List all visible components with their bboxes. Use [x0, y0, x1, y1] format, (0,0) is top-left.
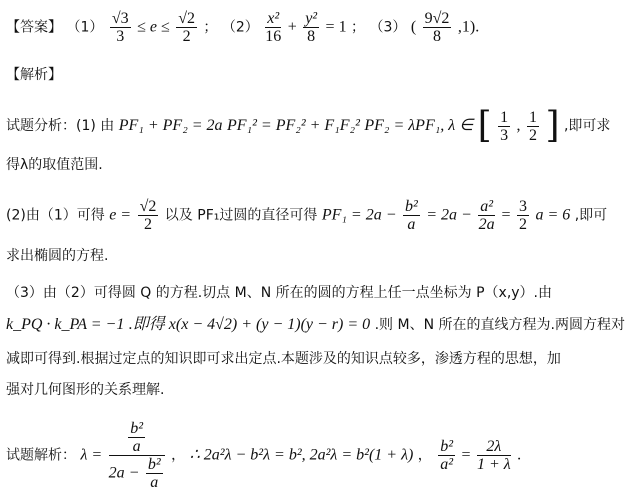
analysis-part1-line2: 得λ的取值范围. [6, 157, 103, 173]
analysis-part3-circle-eq: .即得 x(x − 4√2) + (y − 1)(y − r) = 0 [128, 316, 371, 333]
answer-separator-1: ； [203, 19, 218, 36]
analysis-part3-line4: 强对几何图形的关系理解. [6, 382, 165, 398]
analysis-part2-eq-eq: = [501, 206, 511, 224]
analysis-heading: 【解析】 [6, 67, 62, 83]
analysis-part1-interval-left: $\frac{1}{3}$ [500, 108, 509, 144]
answer-part1-left-fraction: $\frac{√3}{3}$ [111, 10, 129, 45]
analysis-part3-line1: （3）由（2）可得圆 Q 的方程.切点 M、N 所在的圆的方程上任一点坐标为 P（x,y）.由 [6, 285, 552, 301]
analysis-part2-eq-start: PF₁ = 2a − [321, 206, 397, 224]
analysis-part1-label: 试题分析：(1) 由 [6, 118, 115, 134]
answer-part1-right-fraction: $\frac{√2}{2}$ [178, 10, 195, 45]
analysis-part2-e-fraction: $\frac{√2}{2}$ [139, 198, 157, 233]
answer-separator-2: ； [351, 19, 366, 36]
answer-part2-term1: $\frac{\text{x²}}{16}$ [265, 10, 282, 45]
solution-comma: ， [171, 447, 186, 464]
answer-part3-open: ( [410, 18, 417, 36]
answer-line [6, 10, 479, 45]
solution-label: 试题解析： [6, 447, 76, 464]
solution-compound-fraction [109, 420, 165, 491]
analysis-part2-eq-end: a = 6 [535, 206, 571, 224]
analysis-part2-line1 [6, 198, 607, 233]
answer-part2-label: （2） [221, 19, 259, 36]
analysis-part2-start: (2)由（1）可得 [6, 207, 105, 224]
analysis-part2-fraction3: $\frac{3}{2}$ [519, 198, 527, 233]
answer-part3-label: （3） [369, 19, 407, 36]
analysis-part3-slope-eq: k_PQ · k_PA = −1 [6, 316, 125, 333]
answer-part2-plus: + [287, 18, 297, 36]
analysis-part2-eq-mid: = 2a − [426, 206, 472, 224]
answer-part2-term2: $\frac{\text{y²}}{8}$ [305, 10, 318, 45]
analysis-part2-e: e = [109, 206, 132, 224]
answer-part3-tail: ,1). [457, 18, 480, 36]
solution-therefore: ∴ 2a²λ − b²λ = b², 2a²λ = b²(1 + λ) [189, 446, 414, 464]
answer-part1-label: （1） [66, 19, 104, 36]
analysis-part1-line1 [6, 105, 611, 146]
solution-denominator-fraction: $\frac{\text{b²}}{a}$ [147, 456, 161, 491]
analysis-part2-line2: 求出椭圆的方程. [6, 248, 109, 264]
solution-numerator-fraction: $\frac{\text{b²}}{a}$ [130, 420, 144, 455]
answer-tag: 【答案】 [6, 19, 62, 36]
analysis-part1-interval-comma: , [516, 117, 521, 134]
answer-part2-equals: = 1 [325, 18, 347, 36]
analysis-part2-fraction1: $\frac{\text{b²}}{a}$ [404, 198, 418, 233]
analysis-part1-eq2: PF₁² = PF₂² + F₁F₂² [227, 117, 360, 134]
analysis-part2-fraction2: $\frac{\text{a²}}{2a}$ [478, 198, 495, 233]
analysis-part2-mid: 以及 PF₁过圆的直径可得 [164, 207, 318, 224]
solution-comma-2: ， [417, 447, 432, 464]
solution-ratio-left: $\frac{\text{b²}}{\text{a²}}$ [440, 438, 454, 473]
solution-ratio-eq: = [461, 446, 471, 464]
analysis-part3-line3: 减即可得到.根据过定点的知识即可求出定点.本题涉及的知识点较多，渗透方程的思想，加 [6, 351, 561, 367]
analysis-part1-eq1: PF₁ + PF₂ = 2a [118, 117, 223, 134]
answer-part3-fraction: $\frac{9√2}{8}$ [424, 10, 450, 45]
analysis-part1-close-bracket: ] [545, 105, 560, 146]
solution-ratio-right: $\frac{2\lambda}{1 + \lambda}$ [476, 438, 511, 473]
solution-denominator-left: 2a − [108, 464, 140, 482]
answer-part1-inequality: ≤ e ≤ [137, 18, 170, 36]
analysis-part1-interval-right: $\frac{1}{2}$ [529, 108, 537, 144]
solution-line [6, 420, 521, 491]
analysis-part1-open-bracket: [ [477, 105, 492, 146]
analysis-part1-eq3: PF₂ = λPF₁, λ ∈ [364, 117, 474, 134]
analysis-part3-line2 [6, 316, 625, 334]
analysis-part2-tail: ,即可 [574, 207, 608, 224]
solution-end: . [517, 446, 522, 464]
solution-lambda: λ = [80, 446, 103, 464]
analysis-part3-line2-tail: .则 M、N 所在的直线方程为.两圆方程对 [374, 317, 625, 333]
analysis-part1-tail: ,即可求 [563, 118, 611, 134]
